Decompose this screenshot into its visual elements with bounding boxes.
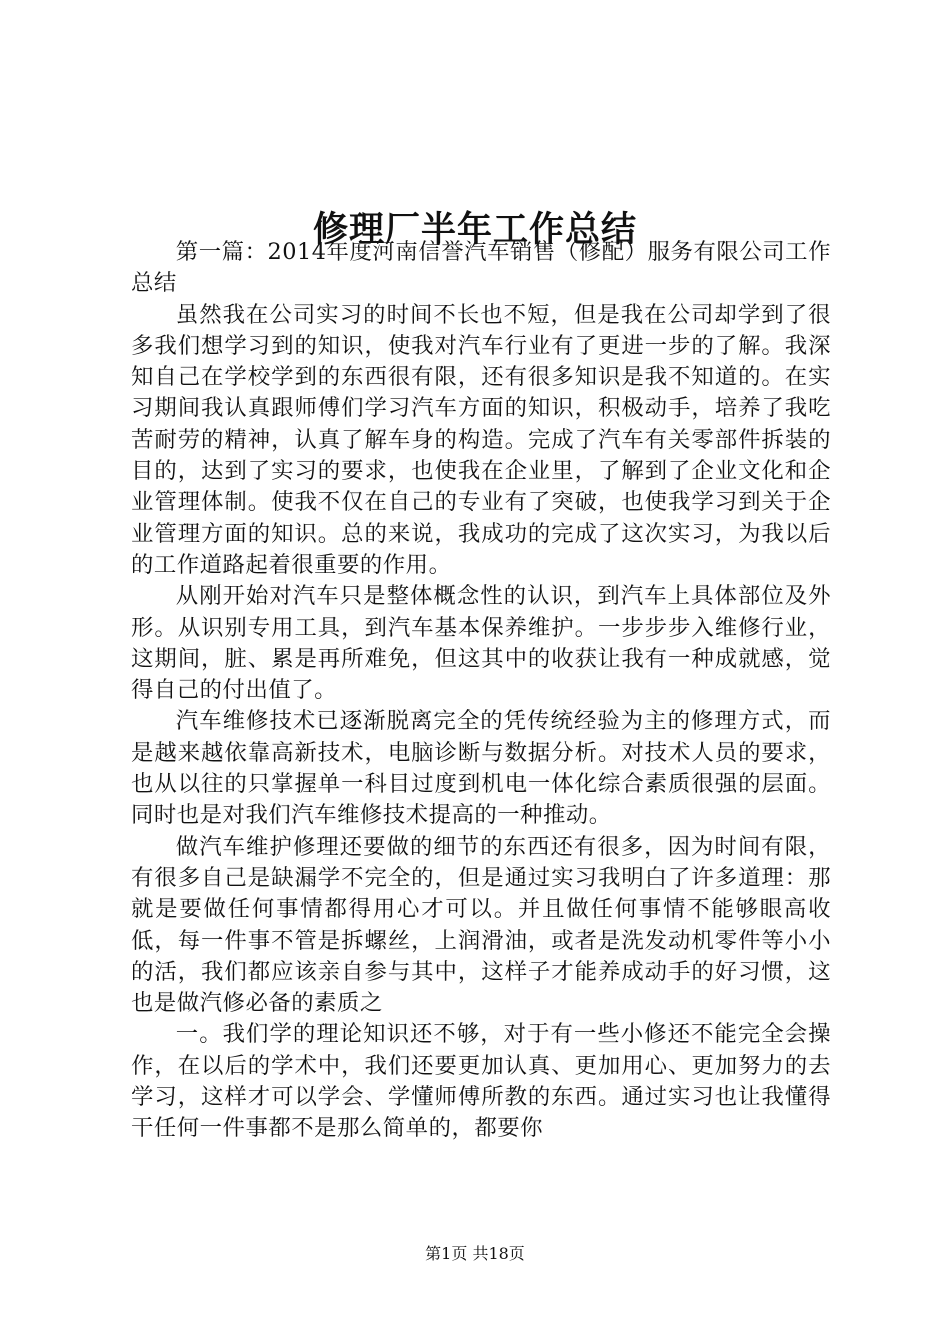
paragraph: 虽然我在公司实习的时间不长也不短，但是我在公司却学到了很多我们想学习到的知识，使我对汽车行业有了更进一步的了解。我深知自己在学校学到的东西很有限，还有很多知识是我不知道的。在实习期间我认真跟师傅们学习汽车方面的知识，积极动手，培养了我吃苦耐劳的精神，认真了解车身的构造。完成了汽车有关零部件拆装的目的，达到了实习的要求，也使我在企业里，了解到了企业文化和企业管理体制。使我不仅在自己的专业有了突破，也使我学习到关于企业管理方面的知识。总的来说，我成功的完成了这次实习，为我以后的工作道路起着很重要的作用。	[131, 301, 831, 578]
page-footer: 第1页 共18页	[425, 1244, 525, 1263]
paragraph: 从刚开始对汽车只是整体概念性的认识，到汽车上具体部位及外形。从识别专用工具，到汽车基本保养维护。一步步步入维修行业，这期间，脏、累是再所难免，但这其中的收获让我有一种成就感，觉得自己的付出值了。	[131, 583, 831, 704]
paragraph: 做汽车维护修理还要做的细节的东西还有很多，因为时间有限，有很多自己是缺漏学不完全的，但是通过实习我明白了许多道理：那就是要做任何事情都得用心才可以。并且做任何事情不能够眼高收低，每一件事不管是拆螺丝，上润滑油，或者是洗发动机零件等小小的活，我们都应该亲自参与其中，这样子才能养成动手的好习惯，这也是做汽修必备的素质之	[131, 833, 831, 1017]
paragraph: 汽车维修技术已逐渐脱离完全的凭传统经验为主的修理方式，而是越来越依靠高新技术，电脑诊断与数据分析。对技术人员的要求，也从以往的只掌握单一科目过度到机电一体化综合素质很强的层面。同时也是对我们汽车维修技术提高的一种推动。	[131, 708, 831, 829]
paragraph: 一。我们学的理论知识还不够，对于有一些小修还不能完全会操作，在以后的学术中，我们还要更加认真、更加用心、更加努力的去学习，这样才可以学会、学懂师傅所教的东西。通过实习也让我懂得干任何一件事都不是那么简单的，都要你	[131, 1021, 831, 1142]
document-body	[131, 237, 831, 1145]
document-title: 修理厂半年工作总结	[312, 209, 637, 251]
paragraph-heading: 第一篇：2014年度河南信誉汽车销售（修配）服务有限公司工作总结	[131, 239, 831, 297]
